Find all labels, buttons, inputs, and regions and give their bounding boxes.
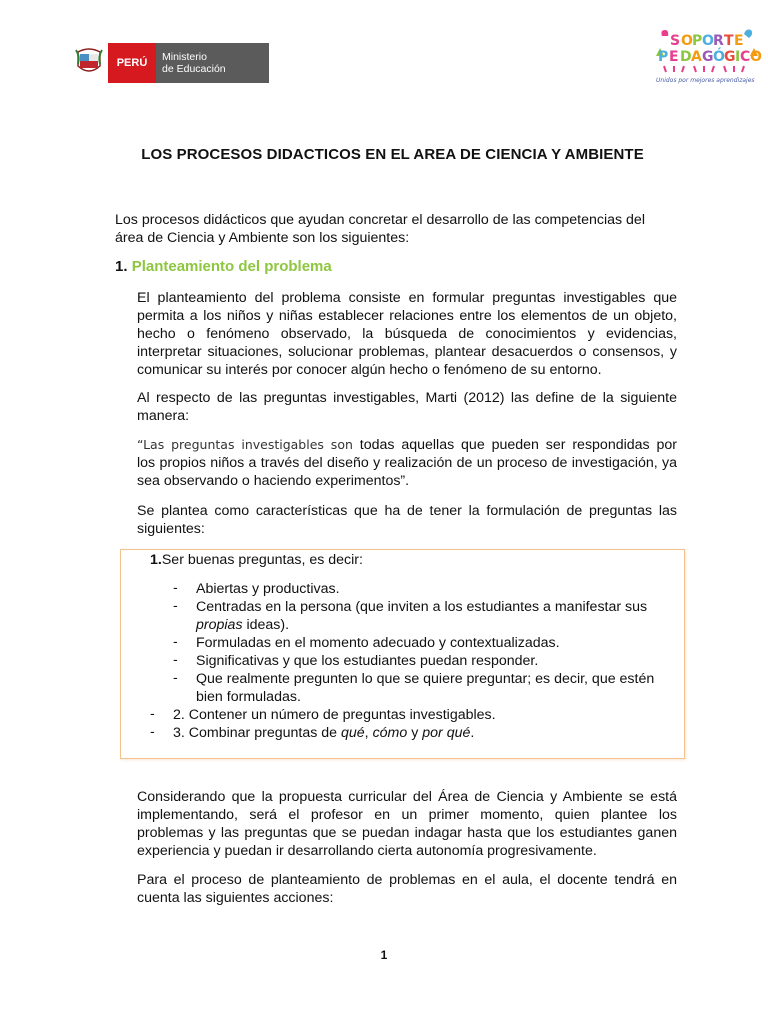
- paragraph-actions: [137, 871, 677, 907]
- dash-bullet: -: [150, 706, 155, 722]
- soporte-pedagogico-logo: [650, 26, 762, 86]
- section-heading-text: Planteamiento del problema: [131, 258, 332, 275]
- paragraph-characteristics: [137, 502, 677, 538]
- svg-text:D: D: [680, 49, 692, 65]
- svg-text:A: A: [691, 49, 702, 65]
- section-heading: [115, 258, 332, 275]
- svg-text:P: P: [658, 49, 669, 65]
- quote-block: [137, 436, 677, 490]
- svg-text:O: O: [702, 33, 714, 49]
- p1-line-5: comunicar su interés por conocer algún hecho o fenómeno de su entorno.: [137, 362, 602, 378]
- paragraph-curricular: [137, 788, 677, 860]
- dash-bullet: -: [173, 652, 178, 668]
- ministry-banner: [70, 43, 269, 83]
- p4-line-4: experiencia y puedan ir desarrollando cierta autonomía progresivamente.: [137, 843, 597, 859]
- quote-lead: “Las preguntas investigables son: [137, 437, 353, 452]
- box-item-1-number: 1.: [150, 552, 162, 568]
- dash-bullet: -: [173, 670, 178, 686]
- svg-text:G: G: [724, 49, 736, 65]
- svg-text:I: I: [735, 49, 741, 65]
- quote-line-3: sea observando o haciendo experimentos”.: [137, 473, 410, 489]
- box-item-3-prefix: 3. Combinar preguntas de: [173, 725, 341, 741]
- box-item-2: 2. Contener un número de preguntas investigables.: [173, 707, 496, 723]
- sub-item-centered-rest: ideas).: [242, 617, 290, 633]
- dash-bullet: -: [173, 580, 178, 596]
- svg-text:O: O: [750, 49, 762, 65]
- sub-item-centered-cont: [196, 616, 289, 634]
- box-item-3-comma: ,: [364, 725, 373, 741]
- peru-label: PERÚ: [108, 43, 156, 83]
- p1-line-1: El planteamiento del problema consiste en formular preguntas investigables que: [137, 290, 677, 306]
- paragraph-problem-definition: [137, 289, 677, 379]
- page-title: LOS PROCESOS DIDACTICOS EN EL AREA DE CIENCIA Y AMBIENTE: [141, 146, 644, 163]
- p1-line-2: permita a los niños y niñas establecer relaciones entre los elementos de un objeto,: [137, 308, 677, 324]
- sub-item-ask-cont: bien formuladas.: [196, 689, 301, 705]
- box-item-1-text: Ser buenas preguntas, es decir:: [161, 552, 363, 568]
- intro-paragraph: [115, 211, 678, 247]
- p1-line-3: hecho o fenómeno observado, la búsqueda de conocimientos y evidencias,: [137, 326, 677, 342]
- quote-line-1-rest: todas aquellas que pueden ser respondidas por: [352, 437, 677, 453]
- sub-item-centered-italic: propias: [196, 617, 243, 633]
- svg-text:S: S: [670, 33, 681, 49]
- coat-of-arms-icon: [70, 43, 108, 83]
- svg-text:E: E: [669, 49, 679, 65]
- svg-text:C: C: [740, 49, 751, 65]
- dash-bullet: -: [173, 598, 178, 614]
- dash-bullet: -: [150, 724, 155, 740]
- page-number: 1: [380, 948, 388, 962]
- box-item-3-porque: por qué: [422, 725, 471, 741]
- svg-text:R: R: [713, 33, 724, 49]
- sub-item-open: Abiertas y productivas.: [196, 581, 340, 597]
- box-item-3-que: qué: [341, 725, 365, 741]
- p3-line-2: siguientes:: [137, 521, 205, 537]
- paragraph-marti: [137, 389, 677, 425]
- section-number: 1.: [115, 258, 128, 275]
- box-item-3-end: .: [470, 725, 475, 741]
- svg-text:E: E: [734, 33, 744, 49]
- sub-item-significant: Significativas y que los estudiantes puedan responder.: [196, 653, 539, 669]
- p4-line-3: problemas y las preguntas que se puedan indagar hasta que los estudiantes ganen: [137, 825, 677, 841]
- quote-line-1: [137, 436, 677, 454]
- ministry-line-2: de Educación: [162, 63, 226, 75]
- p4-line-1: Considerando que la propuesta curricular del Área de Ciencia y Ambiente se está: [137, 789, 677, 805]
- box-item-3-y: y: [407, 725, 423, 741]
- intro-line-1: Los procesos didácticos que ayudan concretar el desarrollo de las competencias del: [115, 212, 645, 228]
- box-item-3-como: cómo: [372, 725, 408, 741]
- p2-line-2: manera:: [137, 408, 190, 424]
- p4-line-2: implementando, será el profesor en un primer momento, quien plantee los: [137, 807, 677, 823]
- p5-line-2: cuenta las siguientes acciones:: [137, 890, 334, 906]
- intro-line-2: área de Ciencia y Ambiente son los siguientes:: [115, 230, 410, 246]
- svg-text:T: T: [724, 33, 734, 49]
- p1-line-4: interpretar situaciones, solucionar problemas, plantear desacuerdos o consensos, y: [137, 344, 677, 360]
- p5-line-1: Para el proceso de planteamiento de problemas en el aula, el docente tendrá en: [137, 872, 677, 888]
- sub-item-centered: Centradas en la persona (que inviten a los estudiantes a manifestar sus: [196, 599, 648, 615]
- ministry-name: [156, 43, 269, 83]
- p2-line-1: Al respecto de las preguntas investigables, Marti (2012) las define de la siguiente: [137, 390, 677, 406]
- sub-item-formulated: Formuladas en el momento adecuado y contextualizadas.: [196, 635, 560, 651]
- sub-item-ask: Que realmente pregunten lo que se quiere preguntar; es decir, que estén: [196, 671, 655, 687]
- svg-text:O: O: [681, 33, 693, 49]
- ministry-line-1: Ministerio: [162, 51, 207, 63]
- quote-line-2: los propios niños a través del diseño y realización de un proceso de investigación, ya: [137, 455, 677, 471]
- p3-line-1: Se plantea como características que ha de tener la formulación de preguntas las: [137, 503, 677, 519]
- svg-text:Ó: Ó: [713, 49, 725, 65]
- svg-text:G: G: [702, 49, 714, 65]
- svg-text:P: P: [692, 33, 703, 49]
- box-item-1: [150, 551, 363, 569]
- dash-bullet: -: [173, 634, 178, 650]
- box-item-3: [173, 724, 474, 742]
- logo-tagline: Unidos por mejores aprendizajes: [656, 77, 755, 84]
